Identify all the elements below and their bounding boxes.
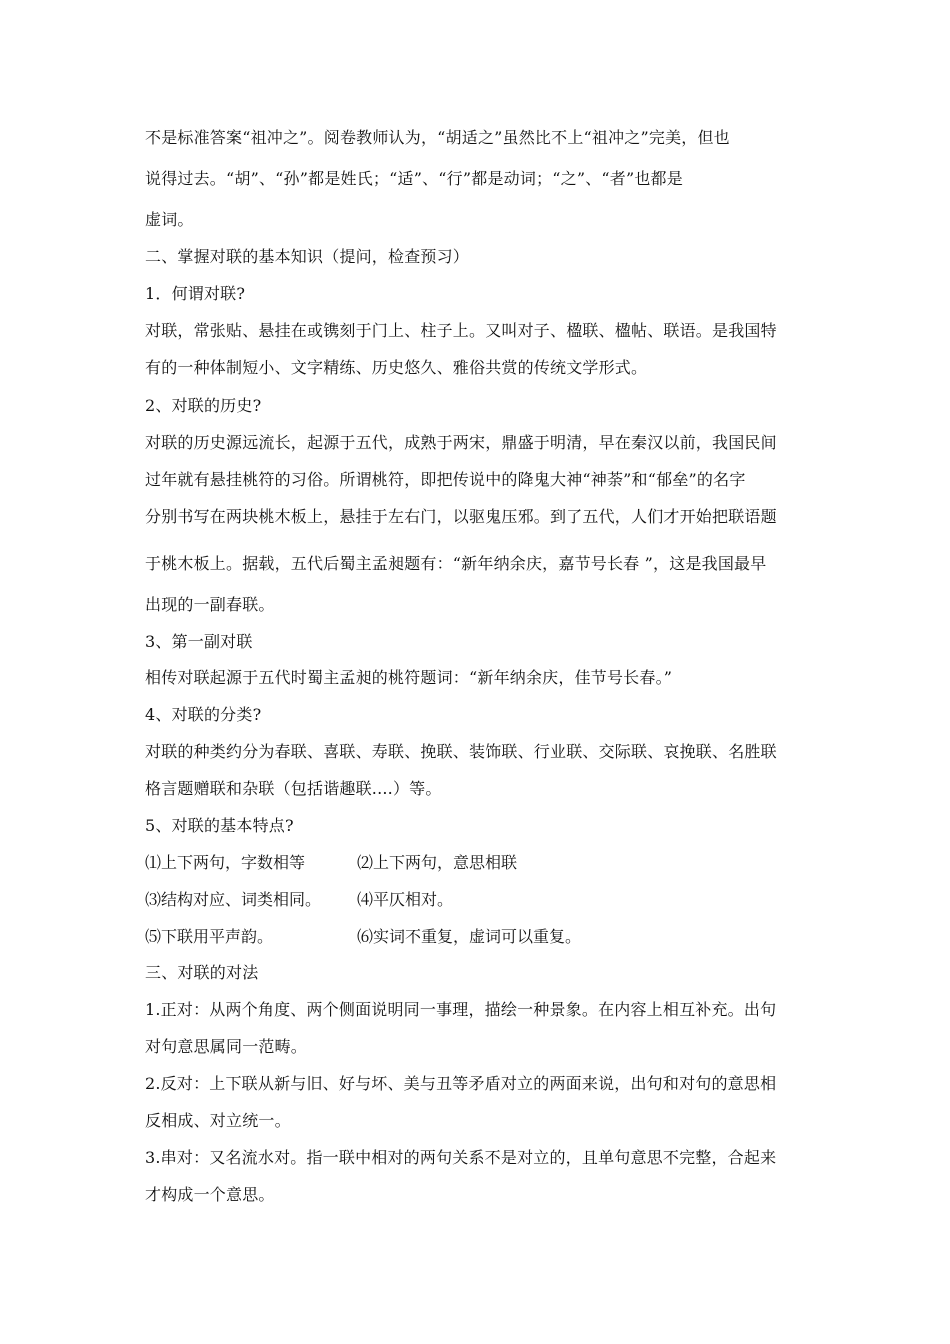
paragraph-line: 虚词。 [145,210,194,229]
feature-item: ⑷平仄相对。 [357,890,454,909]
feature-row [145,852,815,874]
feature-item: ⑹实词不重复，虚词可以重复。 [357,927,582,946]
paragraph-line: 不是标准答案“祖冲之”。阅卷教师认为，“胡适之”虽然比不上“祖冲之”完美，但也 [145,128,730,147]
paragraph-line: 对联的种类约分为春联、喜联、寿联、挽联、装饰联、行业联、交际联、哀挽联、名胜联 [145,742,777,761]
paragraph-line: 对联的历史源远流长，起源于五代，成熟于两宋，鼎盛于明清，早在秦汉以前，我国民间 [145,433,777,452]
question-heading: 1．何谓对联? [145,284,246,303]
feature-item: ⑵上下两句，意思相联 [357,853,518,872]
paragraph-line: 3.串对：又名流水对。指一联中相对的两句关系不是对立的，且单句意思不完整，合起来 [145,1148,777,1167]
paragraph-line: 出现的一副春联。 [145,595,275,614]
paragraph-line: 相传对联起源于五代时蜀主孟昶的桃符题词：“新年纳余庆，佳节号长春。” [145,668,673,687]
feature-row [145,926,815,948]
question-heading: 2、对联的历史? [145,396,262,415]
feature-row [145,889,815,911]
paragraph-line: 对联，常张贴、悬挂在或镌刻于门上、柱子上。又叫对子、楹联、楹帖、联语。是我国特 [145,321,777,340]
paragraph-line: 反相成、对立统一。 [145,1111,291,1130]
question-heading: 5、对联的基本特点? [145,816,294,835]
question-heading: 4、对联的分类? [145,705,262,724]
section-heading: 三、对联的对法 [145,963,259,982]
section-heading: 二、掌握对联的基本知识（提问，检查预习） [145,247,470,266]
feature-item: ⑶结构对应、词类相同。 [145,890,322,909]
paragraph-line: 分别书写在两块桃木板上，悬挂于左右门，以驱鬼压邪。到了五代，人们才开始把联语题 [145,507,777,526]
paragraph-line: 1.正对：从两个角度、两个侧面说明同一事理，描绘一种景象。在内容上相互补充。出句 [145,1000,777,1019]
paragraph-line: 2.反对：上下联从新与旧、好与坏、美与丑等矛盾对立的两面来说，出句和对句的意思相 [145,1074,777,1093]
paragraph-line: 于桃木板上。据载，五代后蜀主孟昶题有：“新年纳余庆，嘉节号长春 ”，这是我国最早 [145,554,767,573]
feature-item: ⑴上下两句，字数相等 [145,853,306,872]
paragraph-line: 才构成一个意思。 [145,1185,275,1204]
question-heading: 3、第一副对联 [145,632,253,651]
paragraph-line: 对句意思属同一范畴。 [145,1037,308,1056]
paragraph-line: 说得过去。“胡”、“孙”都是姓氏；“适”、“行”都是动词；“之”、“者”也都是 [145,169,683,188]
feature-item: ⑸下联用平声韵。 [145,927,274,946]
paragraph-line: 有的一种体制短小、文字精练、历史悠久、雅俗共赏的传统文学形式。 [145,358,648,377]
paragraph-line: 过年就有悬挂桃符的习俗。所谓桃符，即把传说中的降鬼大神“神荼”和“郁垒”的名字 [145,470,746,489]
paragraph-line: 格言题赠联和杂联（包括谐趣联....）等。 [145,779,442,798]
